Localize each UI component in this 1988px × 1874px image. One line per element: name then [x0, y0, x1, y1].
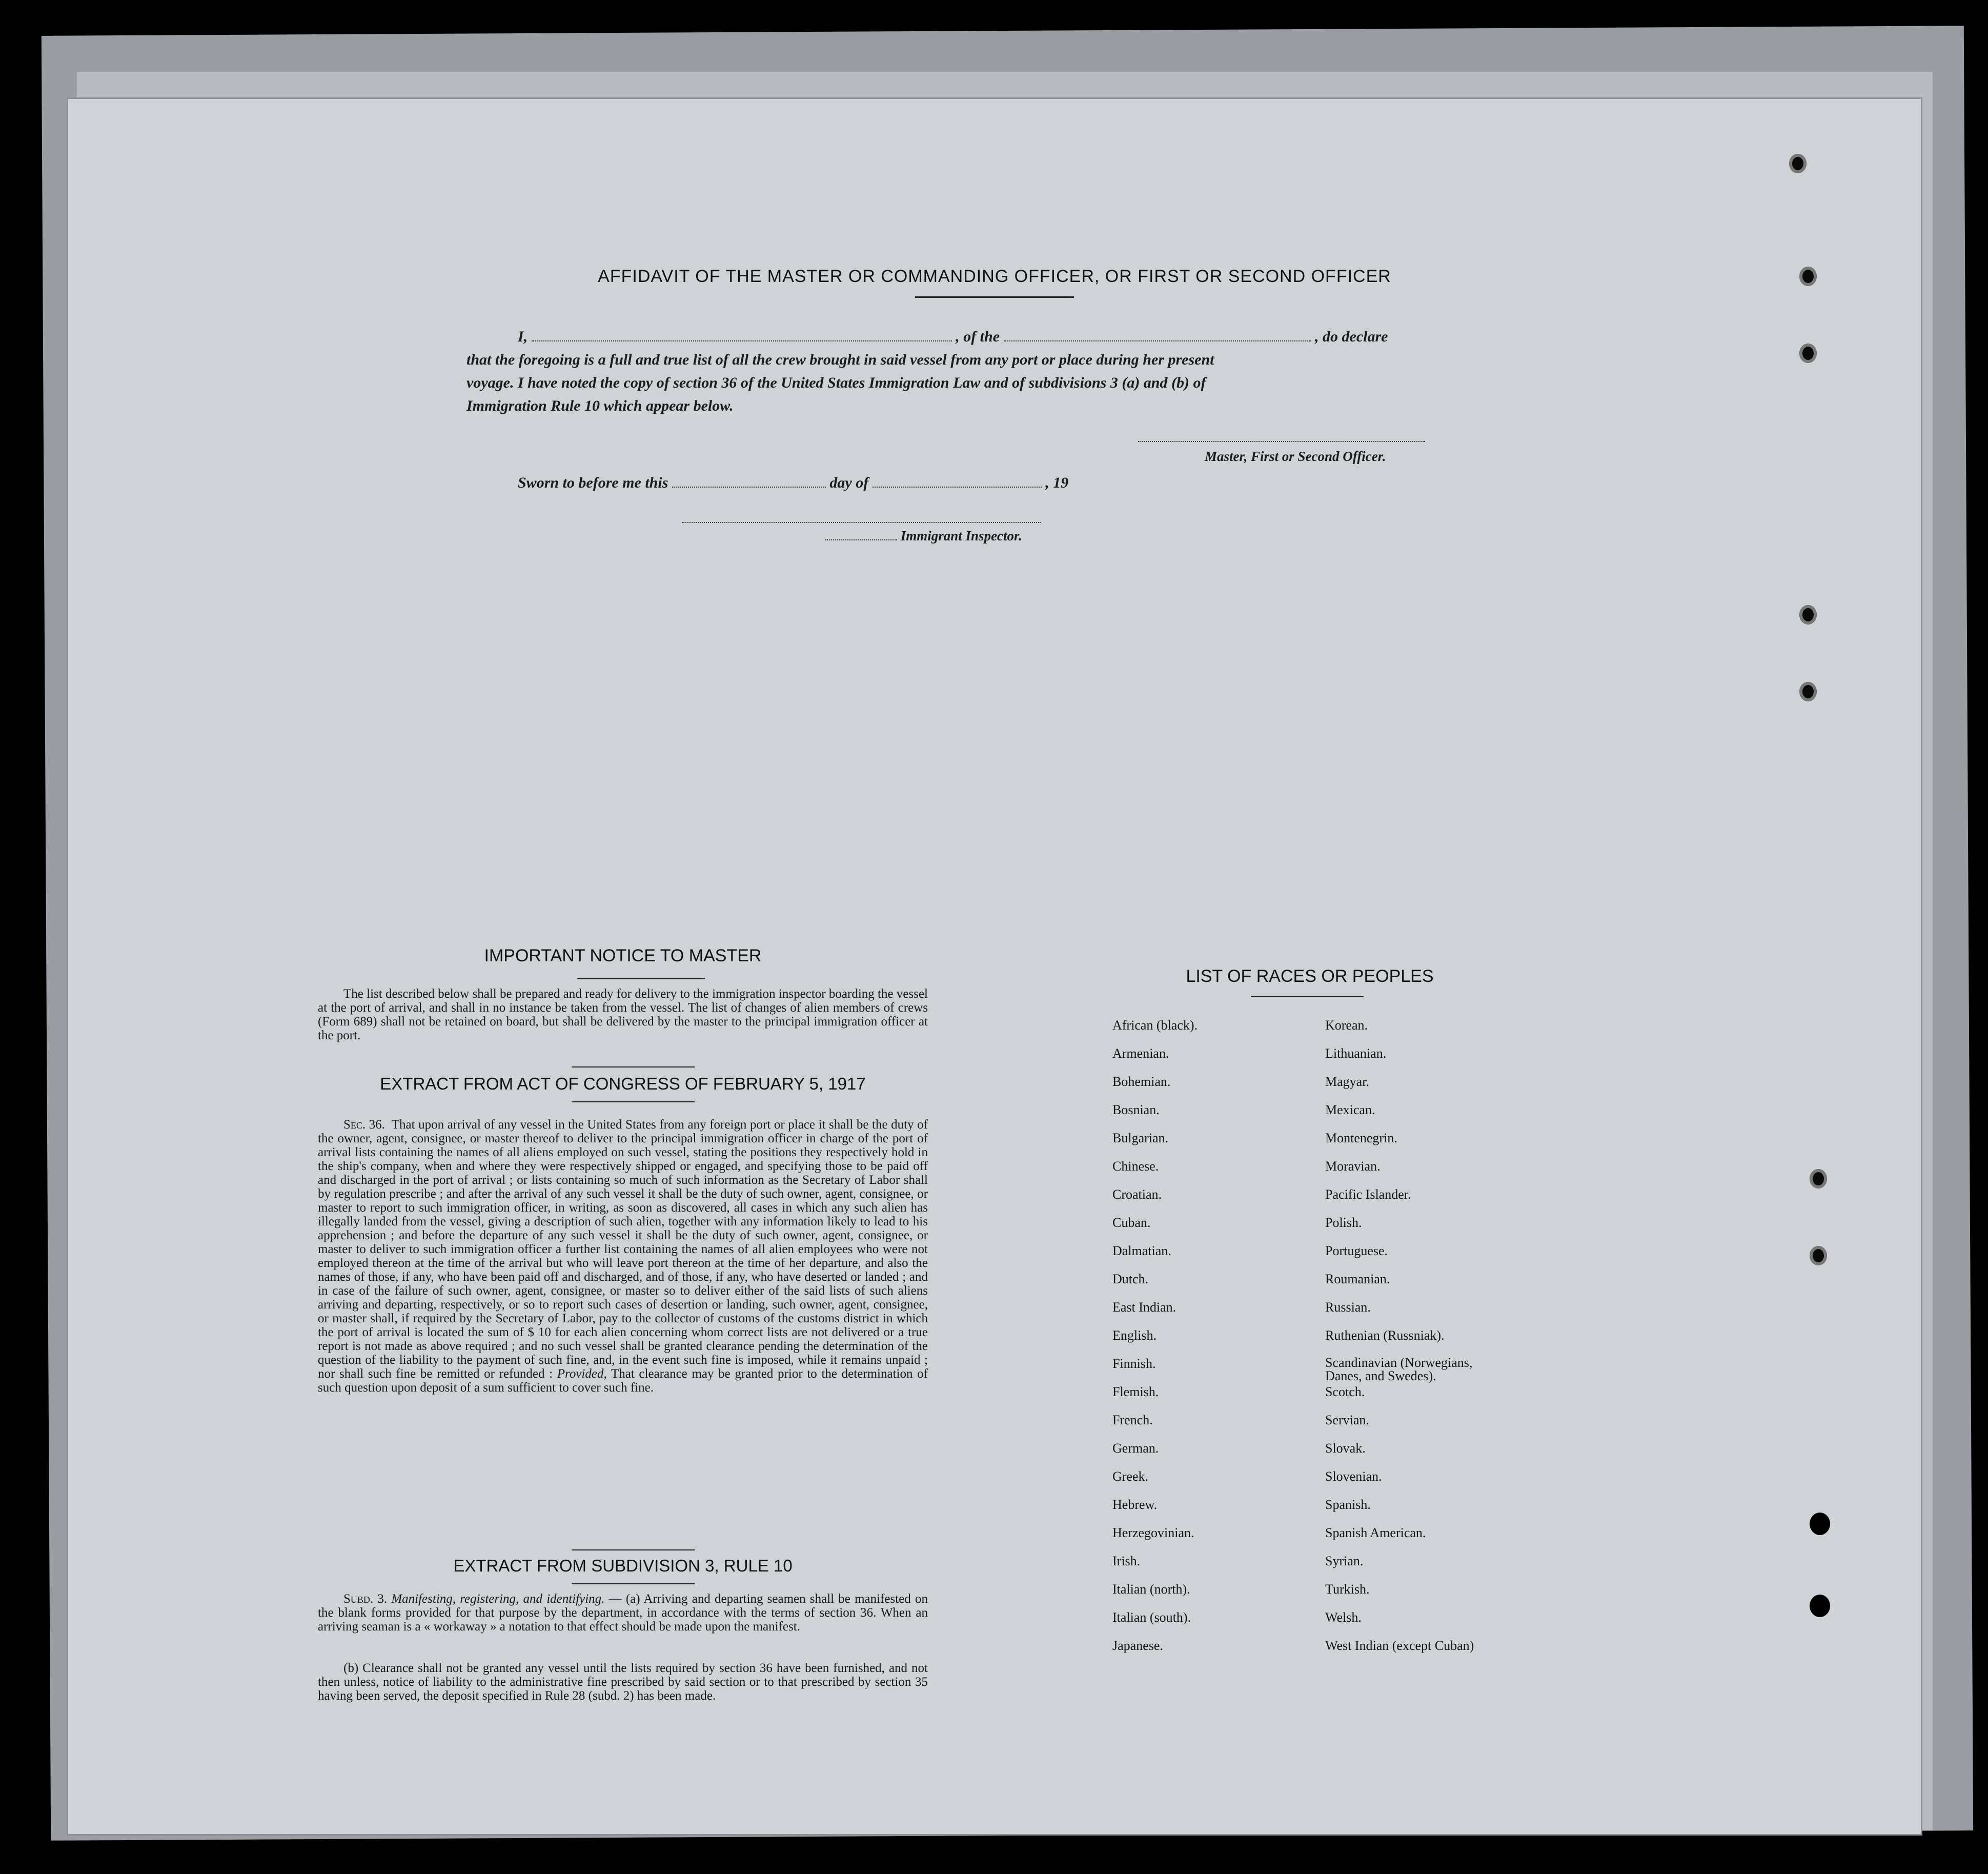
act-bottom-divider: [572, 1101, 695, 1102]
rule-bottom-divider: [572, 1583, 695, 1584]
subd-para-a: — (a) Arriving and departing seamen shall be manifested on the blank forms provided for that purpose by the department, in accordance with the terms of section 36. When an arriving seaman is a « workaway » a notation to that effect should be made upon the manifest.: [318, 1592, 928, 1634]
list-item: Russian.: [1325, 1300, 1371, 1315]
subd-heading: Manifesting, registering, and identifying.: [391, 1592, 605, 1606]
punch-hole-icon: [1799, 682, 1817, 701]
sworn-prefix: Sworn to before me this: [518, 474, 668, 491]
list-item: Spanish American.: [1325, 1525, 1426, 1540]
races-left-list: [1112, 1018, 1307, 1666]
list-item: Greek.: [1112, 1469, 1149, 1484]
list-item: Bosnian.: [1112, 1102, 1160, 1117]
list-item: Italian (north).: [1112, 1582, 1190, 1597]
name-blank[interactable]: [532, 340, 952, 341]
punch-hole-icon: [1810, 1513, 1830, 1535]
list-item: Mexican.: [1325, 1102, 1375, 1117]
vessel-blank[interactable]: [1004, 340, 1311, 341]
signature-label: Master, First or Second Officer.: [1205, 449, 1386, 464]
list-item: Polish.: [1325, 1215, 1362, 1230]
list-item: Portuguese.: [1325, 1243, 1388, 1258]
inspector-line: [825, 528, 1022, 544]
list-item: Lithuanian.: [1325, 1046, 1387, 1061]
list-item: Hebrew.: [1112, 1497, 1158, 1512]
year-prefix: , 19: [1045, 474, 1069, 491]
notice-title: IMPORTANT NOTICE TO MASTER: [484, 946, 762, 965]
list-item: Finnish.: [1112, 1356, 1156, 1371]
list-item: Ruthenian (Russniak).: [1325, 1328, 1445, 1343]
proviso-label: Provided,: [557, 1367, 607, 1381]
inspector-signature-blank[interactable]: [682, 522, 1041, 523]
punch-hole-icon: [1789, 154, 1807, 173]
list-item: Roumanian.: [1325, 1272, 1390, 1286]
list-item: Scotch.: [1325, 1384, 1365, 1399]
affidavit-do-declare: , do declare: [1315, 328, 1388, 345]
list-item: Turkish.: [1325, 1582, 1370, 1597]
list-item: Pacific Islander.: [1325, 1187, 1411, 1202]
list-item: Dalmatian.: [1112, 1243, 1171, 1258]
punch-hole-icon: [1799, 605, 1817, 624]
rule-top-divider: [572, 1549, 695, 1550]
affidavit-of-the: , of the: [956, 328, 1000, 345]
rule-para-a: [318, 1592, 928, 1634]
list-item: Croatian.: [1112, 1187, 1162, 1202]
affidavit-line-2: that the foregoing is a full and true list of all the crew brought in said vessel from any port or place during her present: [466, 351, 1214, 368]
list-item: Flemish.: [1112, 1384, 1159, 1399]
day-of-label: day of: [829, 474, 869, 491]
notice-text: The list described below shall be prepared and ready for delivery to the immigration inspector boarding the vessel at the port of arrival, and shall in no instance be taken from the vessel. The list of changes of alien members of crews (Form 689) shall not be retained on board, but shall be delivered by the master to the principal immigration officer at the port.: [318, 987, 928, 1042]
title-divider: [915, 296, 1074, 298]
notice-divider: [577, 978, 705, 979]
list-item: Scandinavian (Norwegians, Danes, and Swedes).: [1325, 1355, 1473, 1383]
day-blank[interactable]: [672, 487, 826, 488]
punch-hole-icon: [1799, 344, 1817, 363]
list-item: African (black).: [1112, 1018, 1198, 1033]
list-item: Moravian.: [1325, 1159, 1381, 1174]
list-item: Slovak.: [1325, 1441, 1366, 1456]
sec-label: Sec. 36.: [343, 1118, 385, 1132]
list-item: Dutch.: [1112, 1272, 1149, 1286]
list-item: English.: [1112, 1328, 1157, 1343]
list-item: Japanese.: [1112, 1638, 1163, 1653]
subd-para-b: (b) Clearance shall not be granted any vessel until the lists required by section 36 have been furnished, and not then unless, notice of liability to the administrative fine prescribed by said section or to that prescribed by section 35 having been served, the deposit specified in Rule 28 (subd. 2) has been made.: [318, 1661, 928, 1703]
subd-label: Subd. 3.: [343, 1592, 388, 1606]
affidavit-title: AFFIDAVIT OF THE MASTER OR COMMANDING OFFICER, OR FIRST OR SECOND OFFICER: [598, 267, 1391, 286]
list-item: Chinese.: [1112, 1159, 1159, 1174]
punch-hole-icon: [1810, 1246, 1827, 1265]
affidavit-line-4: Immigration Rule 10 which appear below.: [466, 397, 734, 414]
list-item: Servian.: [1325, 1413, 1369, 1427]
signature-blank[interactable]: [1138, 441, 1425, 442]
list-item: West Indian (except Cuban): [1325, 1638, 1474, 1653]
races-right-list: [1325, 1018, 1592, 1666]
list-item: Italian (south).: [1112, 1610, 1191, 1625]
sworn-line: [518, 474, 1068, 492]
list-item: Bulgarian.: [1112, 1131, 1169, 1145]
list-item: Armenian.: [1112, 1046, 1169, 1061]
list-item: Welsh.: [1325, 1610, 1362, 1625]
list-item: East Indian.: [1112, 1300, 1176, 1315]
affidavit-line-3: voyage. I have noted the copy of section 36 of the United States Immigration Law and of subdivisions 3 (a) and (b) of: [466, 374, 1206, 391]
act-title: EXTRACT FROM ACT OF CONGRESS OF FEBRUARY 5, 1917: [380, 1074, 866, 1093]
list-item: Irish.: [1112, 1554, 1141, 1568]
rule-title: EXTRACT FROM SUBDIVISION 3, RULE 10: [453, 1556, 793, 1575]
list-item: Bohemian.: [1112, 1074, 1171, 1089]
act-top-divider: [572, 1066, 695, 1067]
list-item: Montenegrin.: [1325, 1131, 1397, 1145]
list-item: Syrian.: [1325, 1554, 1364, 1568]
rule-para-b: [318, 1661, 928, 1703]
punch-hole-icon: [1810, 1595, 1830, 1617]
inspector-label: Immigrant Inspector.: [900, 528, 1022, 543]
document-page: [67, 97, 1922, 1836]
list-item: Slovenian.: [1325, 1469, 1382, 1484]
affidavit-declaration-line: [518, 328, 1388, 346]
list-item: Spanish.: [1325, 1497, 1371, 1512]
act-text: [318, 1118, 928, 1395]
list-item: Magyar.: [1325, 1074, 1369, 1089]
list-item: French.: [1112, 1413, 1153, 1427]
punch-hole-icon: [1810, 1169, 1827, 1188]
list-item: Korean.: [1325, 1018, 1368, 1033]
proviso-text: That clearance may be granted prior to the determination of such question upon deposit of a sum sufficient to cover such fine.: [318, 1367, 928, 1395]
races-title: LIST OF RACES OR PEOPLES: [1186, 966, 1434, 986]
list-item: Herzegovinian.: [1112, 1525, 1194, 1540]
list-item: German.: [1112, 1441, 1159, 1456]
month-blank[interactable]: [873, 487, 1042, 488]
affidavit-i-prefix: I,: [518, 328, 528, 345]
races-divider: [1251, 996, 1364, 997]
list-item: Cuban.: [1112, 1215, 1151, 1230]
act-body: That upon arrival of any vessel in the United States from any foreign port or place it shall be the duty of the owner, agent, consignee, or master thereof to deliver to the principal immigration officer in charge of the port of arrival lists containing the names of all aliens employed on such vessel, stating the positions they respectively hold in the ship's company, when and where they were respectively shipped or engaged, and specifying those to be paid off and discharged in the port of arrival ; or lists containing so much of such information as the Secretary of Labor shall by regulation prescribe ; and after the arrival of any such vessel it shall be the duty of such owner, agent, consignee, or master to report to such immigration officer, in writing, as soon as discovered, all cases in which any such alien has illegally landed from the vessel, giving a description of such alien, together with any information likely to lead to his apprehension ; and before the departure of any such vessel it shall be the duty of such owner, agent, consignee, or master to deliver to such immigration officer a further list containing the names of all alien employees who were not employed thereon at the time of the arrival but who will leave port thereon at the time of her departure, and also the names of those, if any, who have been paid off and discharged, and of those, if any, who have deserted or landed ; and in case of the failure of such owner, agent, consignee, or master so to deliver either of the said lists of such aliens arriving and departing, respectively, or so to report such cases of desertion or landing, such owner, agent, consignee, or master shall, if required by the Secretary of Labor, pay to the collector of customs of the customs district in which the port of arrival is located the sum of $ 10 for each alien concerning whom correct lists are not delivered or a true report is not made as above required ; and no such vessel shall be granted clearance pending the determination of the question of the liability to the payment of such fine, and, in the event such fine is imposed, while it remains unpaid ; nor shall such fine be remitted or refunded :: [318, 1118, 928, 1381]
